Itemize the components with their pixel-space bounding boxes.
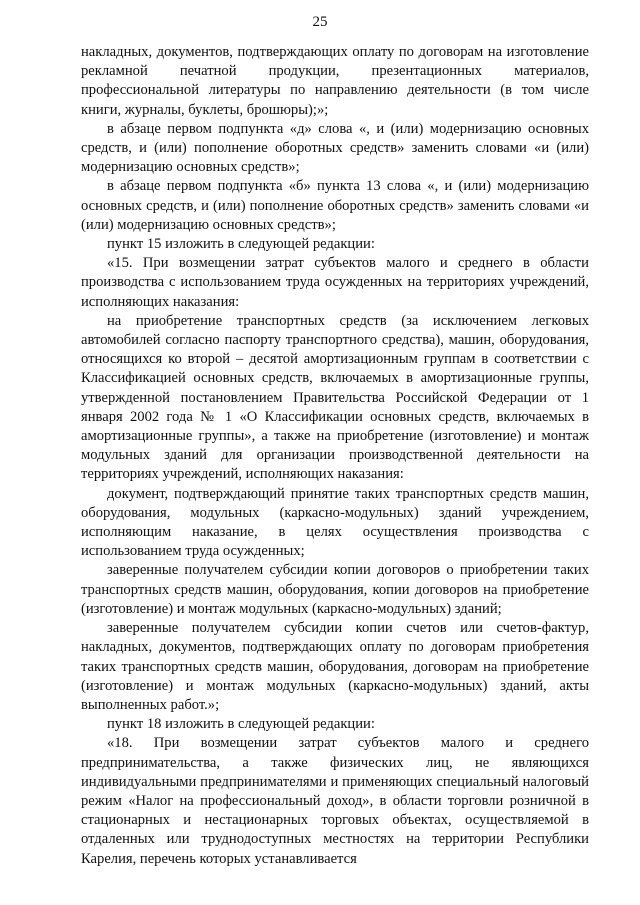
paragraph-vehicle-acquisition: на приобретение транспортных средств (за исключением легковых автомобилей согласно паспорту транспортного средства), машин, оборудования, относящихся ко второй – десятой амортизационным группам в соответствии с Классификацией основных средств, включаемых в амортизационные группы, утвержденной постановлением Правительства Российской Федерации от 1 января 2002 года № 1 «О Классификации основных средств, включаемых в амортизационные группы», а также на приобретение (изготовление) и монтаж модульных зданий для организации производственной деятельности на территориях учреждений, исполняющих наказания:	[81, 312, 589, 483]
paragraph-item-15: «15. При возмещении затрат субъектов малого и среднего в области производства с использованием труда осужденных на территориях учреждений, исполняющих наказания:	[81, 255, 589, 310]
paragraph-acceptance-document: документ, подтверждающий принятие таких транспортных средств машин, оборудования, модульных (каркасно-модульных) зданий учреждением, исполняющим наказание, в целях осуществления производства с использованием труда осужденных;	[81, 485, 589, 560]
paragraph-invoice-copies: заверенные получателем субсидии копии счетов или счетов-фактур, накладных, документов, подтверждающих оплату по договорам приобретения таких транспортных средств машин, оборудования, договорам на приобретение (изготовление) и монтаж модульных (каркасно-модульных) зданий, акты выполненных работ.»;	[81, 620, 589, 713]
document-body	[81, 43, 589, 869]
paragraph-item-18-intro: пункт 18 изложить в следующей редакции:	[107, 716, 375, 733]
paragraph-subpoint-b-item-13: в абзаце первом подпункта «б» пункта 13 слова «, и (или) модернизацию основных средств, и (или) пополнение оборотных средств» заменить словами «и (или) модернизацию основных средств»;	[81, 178, 589, 233]
paragraph-subpoint-d: в абзаце первом подпункта «д» слова «, и (или) модернизацию основных средств, и (или) пополнение оборотных средств» заменить словами «и (или) модернизацию основных средств»;	[81, 120, 589, 176]
paragraph-contract-copies: заверенные получателем субсидии копии договоров о приобретении таких транспортных средств машин, оборудования, копии договоров на приобретение (изготовление) и монтаж модульных (каркасно-модульных) зданий;	[81, 562, 589, 617]
page-number: 25	[312, 14, 328, 30]
paragraph-item-18: «18. При возмещении затрат субъектов малого и среднего предпринимательства, а также физических лиц, не являющихся индивидуальными предпринимателями и применяющих специальный налоговый режим «Налог на профессиональный доход», в области торговли розничной в стационарных и нестационарных торговых объектах, осуществляемой в отдаленных или труднодоступных местностях на территории Республики Карелия, перечень которых устанавливается	[81, 735, 589, 867]
paragraph-item-15-intro: пункт 15 изложить в следующей редакции:	[107, 236, 375, 253]
paragraph-continuation-list: накладных, документов, подтверждающих оплату по договорам на изготовление рекламной печатной продукции, презентационных материалов, профессиональной литературы по направлению деятельности (в том числе книги, журналы, буклеты, брошюры);»;	[81, 44, 589, 118]
